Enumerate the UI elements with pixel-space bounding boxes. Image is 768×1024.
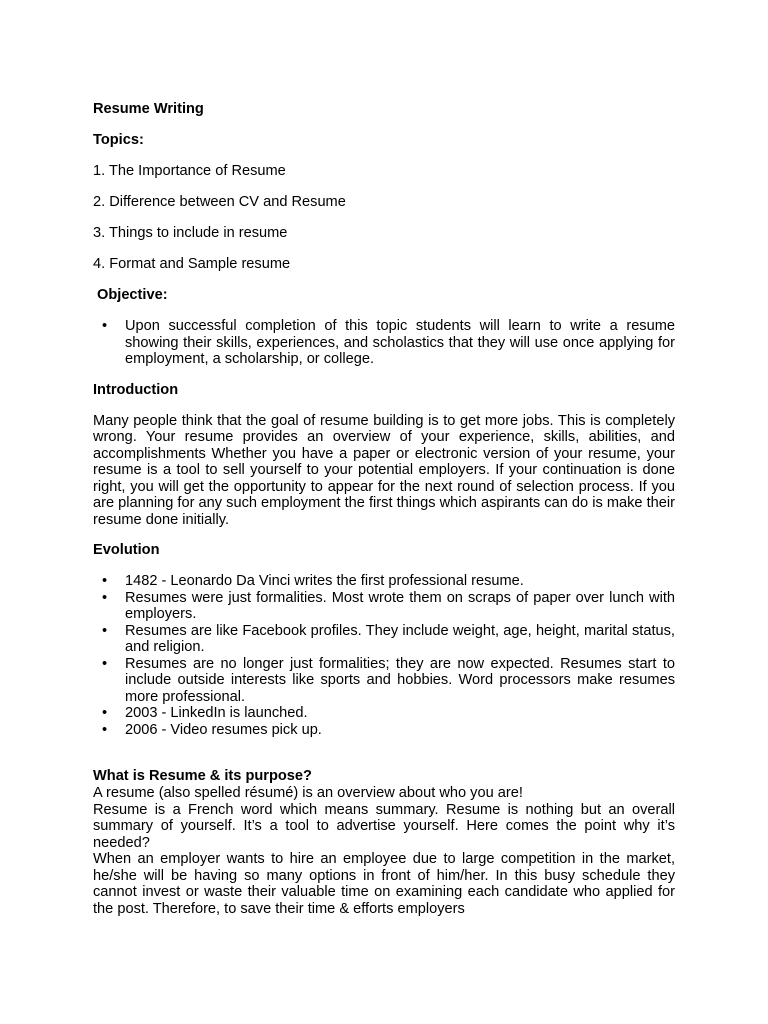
- evolution-item: [93, 623, 675, 656]
- bullet-icon: •: [102, 721, 108, 738]
- evolution-item: [93, 722, 675, 739]
- document-title: Resume Writing: [93, 101, 204, 117]
- document-page: [93, 101, 675, 917]
- objective-list: [93, 318, 675, 368]
- evolution-item-text: Resumes are like Facebook profiles. They include weight, age, height, marital status, and religion.: [125, 622, 675, 655]
- topic-item: 4. Format and Sample resume: [93, 256, 291, 272]
- objective-item-text: Upon successful completion of this topic students will learn to write a resume showing their skills, experiences, and scholastics that they will use once applying for employment, a scholarship, or college.: [125, 318, 675, 367]
- evolution-item: [93, 590, 675, 623]
- evolution-item: [93, 705, 675, 722]
- evolution-item: [93, 573, 675, 590]
- bullet-icon: •: [102, 622, 108, 639]
- bullet-icon: •: [102, 589, 108, 606]
- introduction-heading: Introduction: [93, 381, 179, 398]
- objective-heading: Objective:: [97, 287, 168, 303]
- purpose-heading: What is Resume & its purpose?: [93, 768, 312, 784]
- evolution-list: [93, 573, 675, 738]
- objective-item: [93, 318, 675, 368]
- purpose-line: When an employer wants to hire an employee due to large competition in the market, he/she will be having so many options in front of him/her. In this busy schedule they cannot invest or waste their valuable time on examining each candidate who applied for the post. Therefore, to save their time & efforts employers: [93, 851, 675, 917]
- introduction-paragraph: Many people think that the goal of resume building is to get more jobs. This is completely wrong. Your resume provides an overview of your experience, skills, abilities, and accomplishments Whether you have a paper or electronic version of your resume, your resume is a tool to sell yourself to your potential employers. If your continuation is done right, you will get the opportunity to appear for the next round of selection process. If you are planning for any such employment the first things which aspirants can do is make their resume done initially.: [93, 412, 675, 528]
- evolution-item-text: Resumes were just formalities. Most wrote them on scraps of paper over lunch with employers.: [125, 589, 675, 622]
- evolution-item-text: Resumes are no longer just formalities; they are now expected. Resumes start to include outside interests like sports and hobbies. Word processors make resumes more professional.: [125, 655, 675, 705]
- bullet-icon: •: [102, 318, 108, 334]
- purpose-line: Resume is a French word which means summary. Resume is nothing but an overall summary of yourself. It’s a tool to advertise yourself. Here comes the point why it’s needed?: [93, 801, 675, 851]
- evolution-heading: Evolution: [93, 542, 160, 558]
- bullet-icon: •: [102, 655, 108, 672]
- evolution-item-text: 2006 - Video resumes pick up.: [125, 721, 322, 738]
- topic-item: 2. Difference between CV and Resume: [93, 194, 346, 210]
- evolution-item-text: 1482 - Leonardo Da Vinci writes the first professional resume.: [125, 573, 524, 589]
- bullet-icon: •: [102, 705, 108, 721]
- topics-heading: Topics:: [93, 132, 144, 148]
- purpose-line: A resume (also spelled résumé) is an overview about who you are!: [93, 785, 523, 801]
- evolution-item: [93, 656, 675, 706]
- topic-item: 1. The Importance of Resume: [93, 163, 286, 179]
- evolution-item-text: 2003 - LinkedIn is launched.: [125, 705, 308, 721]
- topic-item: 3. Things to include in resume: [93, 225, 288, 241]
- bullet-icon: •: [102, 573, 108, 589]
